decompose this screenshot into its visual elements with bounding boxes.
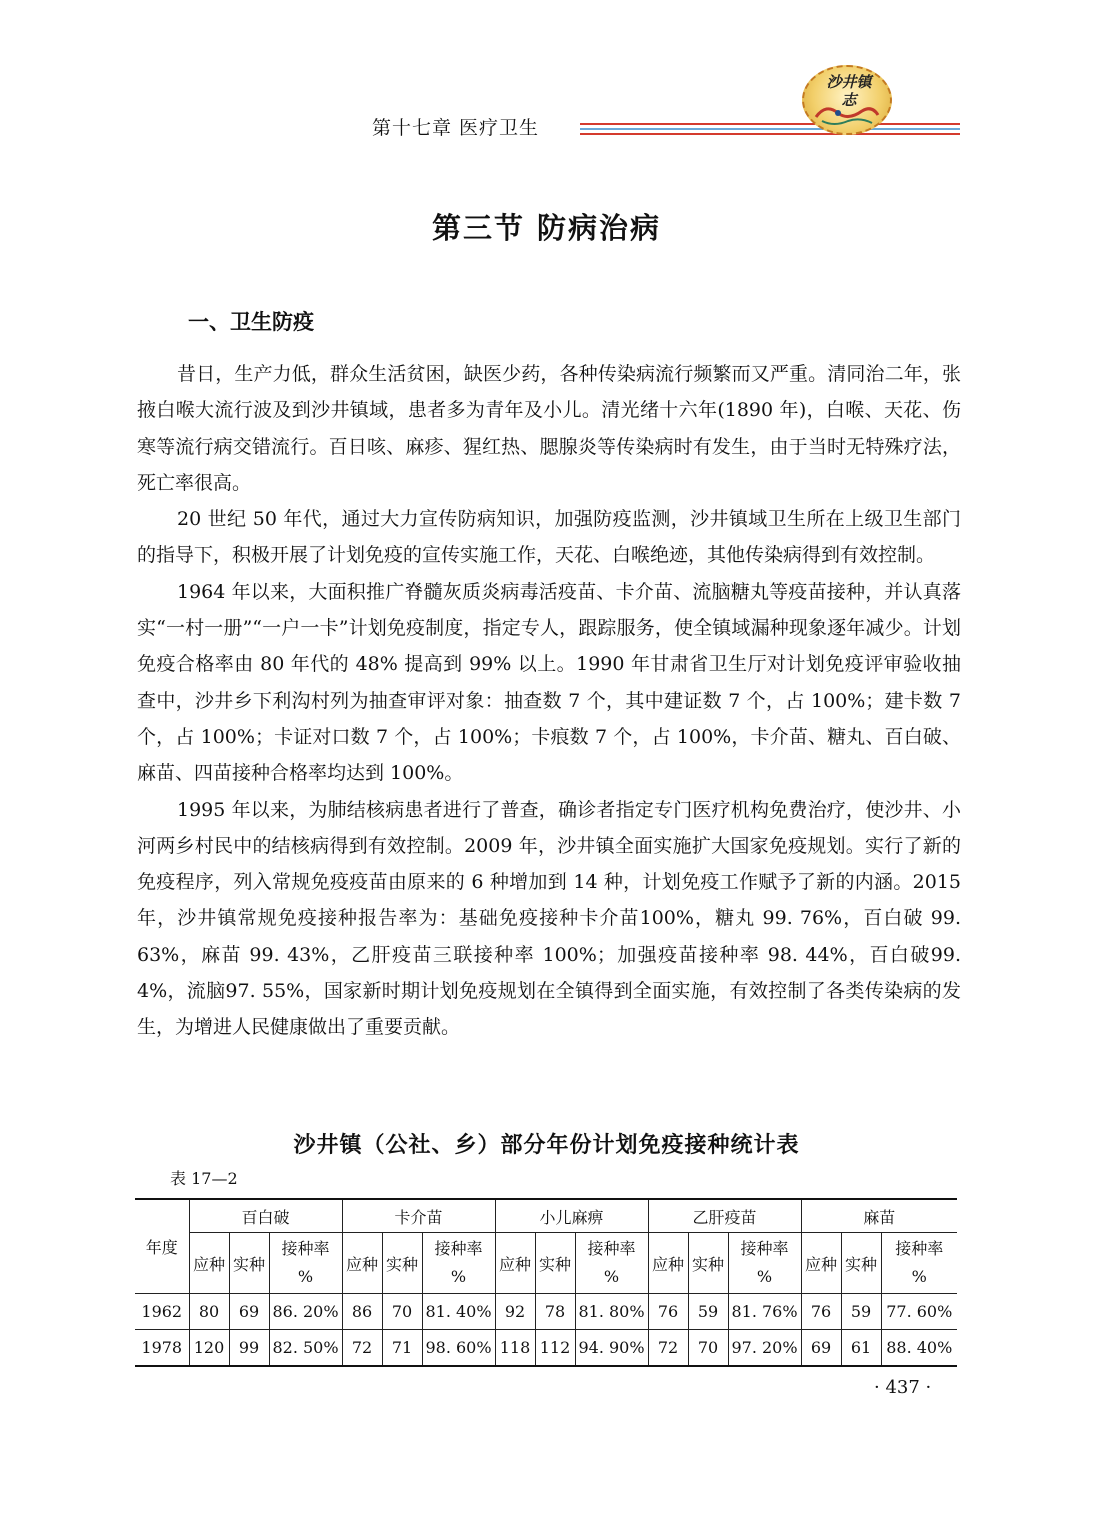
rate-header: 接种率 % (422, 1233, 495, 1294)
table-cell: 76 (648, 1294, 688, 1330)
table-cell: 72 (648, 1330, 688, 1366)
table-cell: 81. 76% (728, 1294, 801, 1330)
chapter-header: 第十七章 医疗卫生 (372, 117, 540, 139)
table-cell: 69 (229, 1294, 269, 1330)
group-header: 卡介苗 (342, 1199, 495, 1233)
group-header: 麻苗 (801, 1199, 957, 1233)
rate-header: 接种率 % (881, 1233, 957, 1294)
due-header: 应种 (648, 1233, 688, 1294)
table-cell: 71 (382, 1330, 422, 1366)
due-header: 应种 (342, 1233, 382, 1294)
header-rule-red (580, 123, 960, 125)
table-row (135, 1294, 957, 1330)
subsection-title: 一、卫生防疫 (188, 310, 314, 334)
table-cell: 94. 90% (575, 1330, 648, 1366)
table-cell: 120 (189, 1330, 229, 1366)
due-header: 应种 (189, 1233, 229, 1294)
paragraph: 1964 年以来，大面积推广脊髓灰质炎病毒活疫苗、卡介苗、流脑糖丸等疫苗接种，并认真落实“一村一册”“一户一卡”计划免疫制度，指定专人，跟踪服务，使全镇域漏种现象逐年减少。计划免疫合格率由 80 年代的 48% 提高到 99% 以上。1990 年甘肃省卫生厅对计划免疫评审验收抽查中，沙井乡下利沟村列为抽查审评对象：抽查数 7 个，其中建证数 7 个，占 100%；建卡数 7 个，占 100%；卡证对口数 7 个，占 100%；卡痕数 7 个，占 100%，卡介苗、糖丸、百白破、麻苗、四苗接种合格率均达到 100%。 (137, 580, 961, 785)
table-cell: 92 (495, 1294, 535, 1330)
year-header: 年度 (135, 1199, 189, 1294)
table-header-row (135, 1199, 957, 1233)
group-header: 乙肝疫苗 (648, 1199, 801, 1233)
table-cell: 86. 20% (269, 1294, 342, 1330)
table-cell: 82. 50% (269, 1330, 342, 1366)
table-cell: 80 (189, 1294, 229, 1330)
rate-header: 接种率 % (269, 1233, 342, 1294)
due-header: 应种 (495, 1233, 535, 1294)
table-cell: 118 (495, 1330, 535, 1366)
town-gazetteer-seal-logo (802, 65, 892, 135)
table-row (135, 1330, 957, 1366)
actual-header: 实种 (229, 1233, 269, 1294)
table-cell: 112 (535, 1330, 575, 1366)
actual-header: 实种 (535, 1233, 575, 1294)
table-cell: 59 (688, 1294, 728, 1330)
table-cell: 98. 60% (422, 1330, 495, 1366)
group-header: 小儿麻痹 (495, 1199, 648, 1233)
table-cell: 76 (801, 1294, 841, 1330)
paragraph: 20 世纪 50 年代，通过大力宣传防病知识，加强防疫监测，沙井镇域卫生所在上级卫生部门的指导下，积极开展了计划免疫的宣传实施工作，天花、白喉绝迹，其他传染病得到有效控制。 (137, 508, 961, 567)
phoenix-icon (812, 97, 882, 129)
vaccination-stats-table (135, 1198, 957, 1367)
due-header: 应种 (801, 1233, 841, 1294)
table-title: 沙井镇（公社、乡）部分年份计划免疫接种统计表 (293, 1133, 800, 1158)
header-rule-red-lower (580, 133, 960, 135)
actual-header: 实种 (841, 1233, 881, 1294)
rate-header: 接种率 % (728, 1233, 801, 1294)
table-cell: 72 (342, 1330, 382, 1366)
table-cell: 61 (841, 1330, 881, 1366)
table-cell: 86 (342, 1294, 382, 1330)
page-number: · 437 · (874, 1377, 932, 1398)
table-cell: 81. 40% (422, 1294, 495, 1330)
table-cell: 59 (841, 1294, 881, 1330)
table-cell: 97. 20% (728, 1330, 801, 1366)
year-cell: 1962 (135, 1294, 189, 1330)
body-text (137, 356, 961, 1046)
table-cell: 70 (382, 1294, 422, 1330)
group-header: 百白破 (189, 1199, 342, 1233)
rate-header: 接种率 % (575, 1233, 648, 1294)
table-cell: 99 (229, 1330, 269, 1366)
table-cell: 77. 60% (881, 1294, 957, 1330)
table-subheader-row (135, 1233, 957, 1294)
actual-header: 实种 (688, 1233, 728, 1294)
table-cell: 88. 40% (881, 1330, 957, 1366)
table-cell: 81. 80% (575, 1294, 648, 1330)
table-cell: 69 (801, 1330, 841, 1366)
table-cell: 78 (535, 1294, 575, 1330)
year-cell: 1978 (135, 1330, 189, 1366)
actual-header: 实种 (382, 1233, 422, 1294)
paragraph: 昔日，生产力低，群众生活贫困，缺医少药，各种传染病流行频繁而又严重。清同治二年，张掖白喉大流行波及到沙井镇域，患者多为青年及小儿。清光绪十六年(1890 年)，白喉、天花、伤寒等流行病交错流行。百日咳、麻疹、猩红热、腮腺炎等传染病时有发生，由于当时无特殊疗法，死亡率很高。 (137, 363, 961, 494)
table-label: 表 17—2 (170, 1169, 238, 1188)
paragraph: 1995 年以来，为肺结核病患者进行了普查，确诊者指定专门医疗机构免费治疗，使沙井、小河两乡村民中的结核病得到有效控制。2009 年，沙井镇全面实施扩大国家免疫规划。实行了新的免疫程序，列入常规免疫疫苗由原来的 6 种增加到 14 种，计划免疫工作赋予了新的内涵。2015 年，沙井镇常规免疫接种报告率为：基础免疫接种卡介苗100%，糖丸 99. 76%，百白破 99. 63%，麻苗 99. 43%，乙肝疫苗三联接种率 100%；加强疫苗接种率 98. 44%，百白破99. 4%，流脑97. 55%，国家新时期计划免疫规划在全镇得到全面实施，有效控制了各类传染病的发生，为增进人民健康做出了重要贡献。 (137, 798, 961, 1039)
table-cell: 70 (688, 1330, 728, 1366)
seal-text: 沙井镇志 (826, 73, 872, 109)
header-rule-blue (580, 128, 960, 130)
section-title: 第三节 防病治病 (431, 211, 662, 245)
